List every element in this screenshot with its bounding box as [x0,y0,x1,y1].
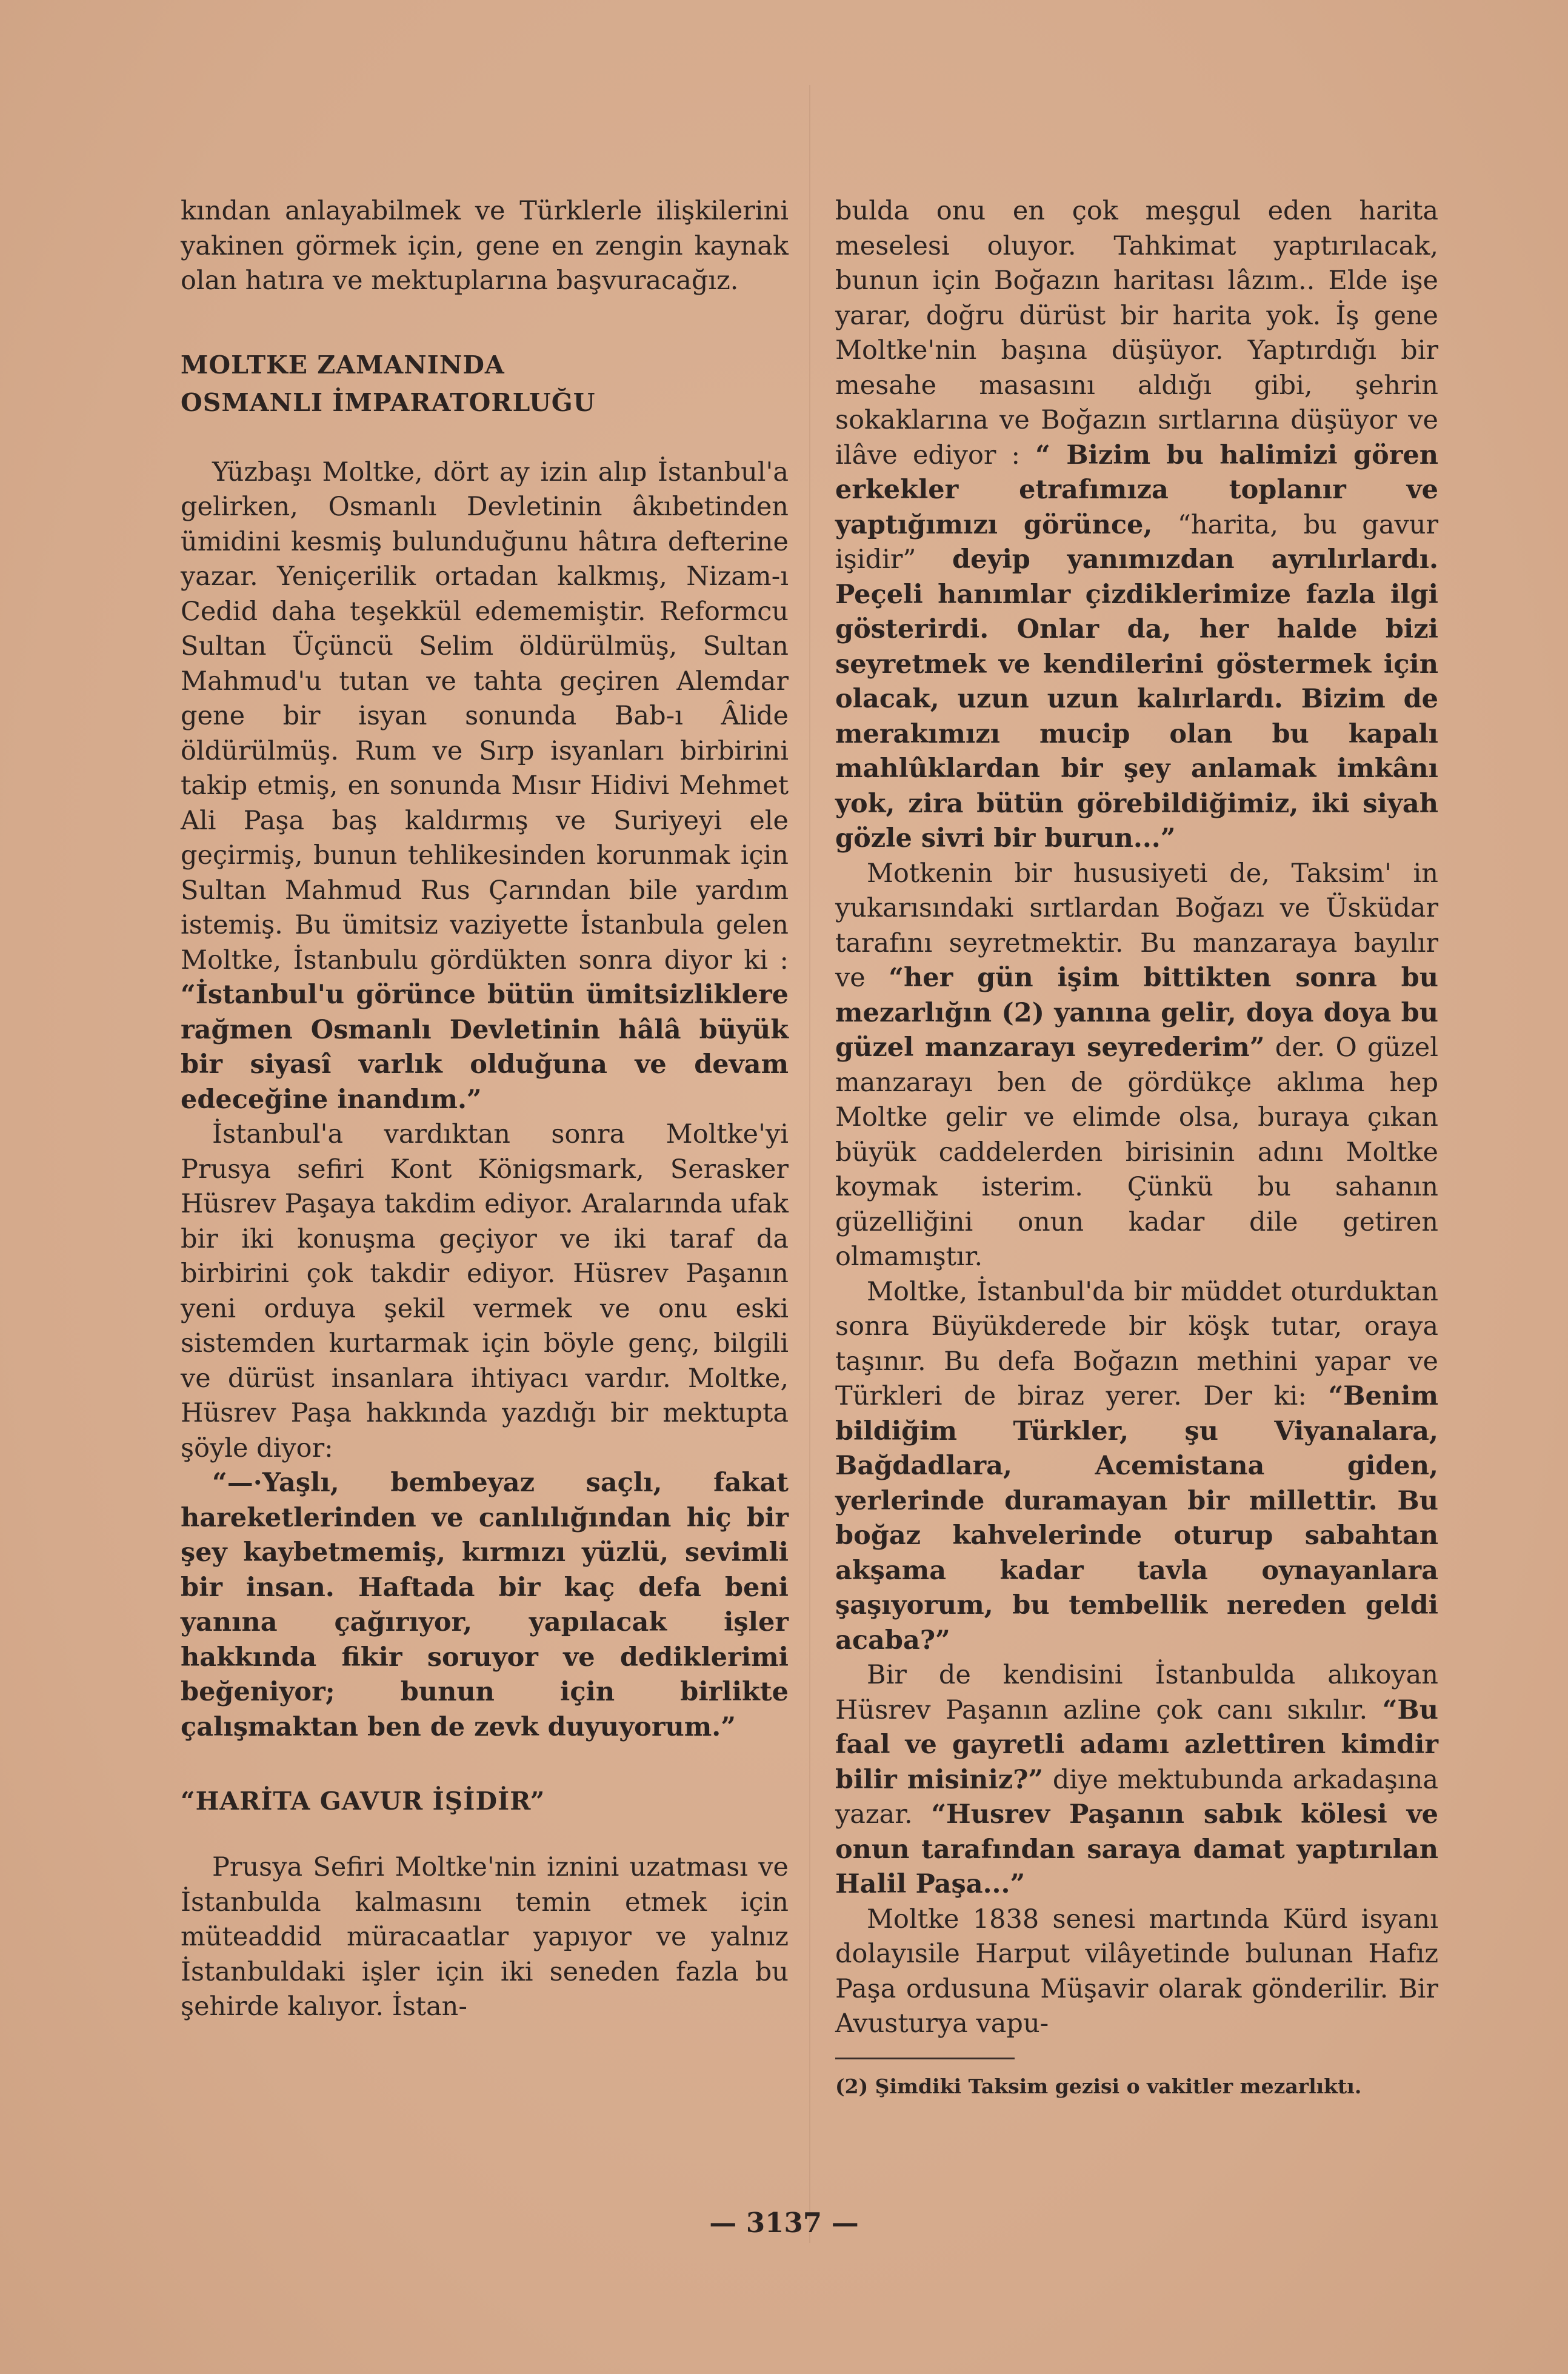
page-fold [809,85,810,2243]
left-paragraph-4 [181,1466,789,1745]
left-paragraph-2-quote: “İstanbul'u görünce bütün ümitsizliklere rağmen Osmanlı Devletinin hâlâ büyük bir siyasî varlık olduğuna ve devam edeceğine inandım.” [181,980,789,1115]
right-paragraph-4-text-b: diye mektubunda arkadaşına yazar. [835,1764,1438,1830]
footnote: (2) Şimdiki Taksim gezisi o vakitler mezarlıktı. [835,2074,1362,2098]
right-paragraph-3 [835,1275,1438,1659]
right-paragraph-1-quote-b: deyip yanımızdan ayrılırlardı. Peçeli hanımlar çizdiklerimize fazla ilgi gösterirdi. Onlar da, her halde bizi seyretmek ve kendilerini göstermek için olacak, uzun uzun kalırlardı. Bizim de merakımızı mucip olan bu kapalı mahlûklardan bir şey anlamak imkânı yok, zira bütün görebildiğimiz, iki siyah gözle sivri bir burun...” [835,544,1438,854]
right-paragraph-4-quote-b: “Husrev Paşanın sabık kölesi ve onun tarafından saraya damat yaptırılan Halil Paşa...” [835,1799,1438,1899]
right-paragraph-4-quote-a: “Bu faal ve gayretli adamı azlettiren kimdir bilir misiniz?” [835,1694,1439,1795]
page-number: — 3137 — [709,2207,859,2239]
right-paragraph-1-text: bulda onu en çok meşgul eden harita meselesi oluyor. Tahkimat yaptırılacak, bunun için Boğazın haritası lâzım.. Elde işe yarar, doğru dürüst bir harita yok. İş gene Moltke'nin başına düşüyor. Yaptırdığı bir mesahe masasını aldığı gibi, şehrin sokaklarına ve Boğazın sırtlarına düşüyor ve ilâve ediyor : [835,196,1438,470]
right-paragraph-4-text-a: Bir de kendisini İstanbulda alıkoyan Hüsrev Paşanın azline çok canı sıkılır. [835,1660,1438,1725]
right-paragraph-2-text-a: Motkenin bir hususiyeti de, Taksim' in yukarısındaki sırtlardan Boğazı ve Üsküdar tarafını seyretmektir. Bu manzaraya bayılır ve [835,858,1438,993]
left-paragraph-1: kından anlayabilmek ve Türklerle ilişkilerini yakinen görmek için, gene en zengin kaynak olan hatıra ve mektuplarına başvuracağız. [181,196,789,296]
right-paragraph-1 [835,194,1438,857]
left-paragraph-2-text: Yüzbaşı Moltke, dört ay izin alıp İstanbul'a gelirken, Osmanlı Devletinin âkıbetinden ümidini kesmiş bulunduğunu hâtıra defterine yazar. Yeniçerilik ortadan kalkmış, Nizam-ı Cedid daha teşekkül edememiştir. Reformcu Sultan Üçüncü Selim öldürülmüş, Sultan Mahmud'u tutan ve tahta geçiren Alemdar gene bir isyan sonunda Bab-ı Âlide öldürülmüş. Rum ve Sırp isyanları birbirini takip etmiş, en sonunda Mısır Hidivi Mehmet Ali Paşa baş kaldırmış ve Suriyeyi ele geçirmiş, bunun tehlikesinden korunmak için Sultan Mahmud Rus Çarından bile yardım istemiş. Bu ümitsiz vaziyette İstanbula gelen Moltke, İstanbulu gördükten sonra diyor ki : [181,456,789,975]
section-heading-1 [181,346,789,421]
right-paragraph-4 [835,1658,1438,1902]
left-paragraph-5: Prusya Sefiri Moltke'nin iznini uzatması ve İstanbulda kalmasını temin etmek için müteaddid müracaatlar yapıyor ve yalnız İstanbuldaki işler için iki seneden fazla bu şehirde kalıyor. İstan- [181,1852,789,2022]
right-paragraph-2-text-b: der. O güzel manzarayı ben de gördükçe aklıma hep Moltke gelir ve elimde olsa, buraya çıkan büyük caddelerden birisinin adını Moltke koymak isterim. Çünkü bu sahanın güzelliğini onun kadar dile getiren olmamıştır. [835,1032,1439,1272]
section-heading-2: “HARİTA GAVUR İŞİDİR” [181,1787,545,1816]
right-paragraph-3-quote: “Benim bildiğim Türkler, şu Viyanalara, Bağdadlara, Acemistana giden, yerlerinde duramayan bir millettir. Bu boğaz kahvelerinde oturup sabahtan akşama kadar tavla oynayanlara şaşıyorum, bu tembellik nereden geldi acaba?” [835,1381,1438,1656]
section-heading-1-line-1: MOLTKE ZAMANINDA [181,350,505,380]
left-paragraph-4-quote: “—·Yaşlı, bembeyaz saçlı, fakat hareketlerinden ve canlılığından hiç bir şey kaybetmemiş, kırmızı yüzlü, sevimli bir insan. Haftada bir kaç defa beni yanına çağırıyor, yapılacak işler hakkında fikir soruyor ve dediklerimi beğeniyor; bunun için birlikte çalışmaktan ben de zevk duyuyorum.” [181,1468,789,1742]
left-column [181,194,789,2025]
footnote-divider [835,2058,1015,2059]
right-paragraph-2-quote: “her gün işim bittikten sonra bu mezarlığın (2) yanına gelir, doya doya bu güzel manzarayı seyrederim” [835,963,1438,1063]
right-paragraph-1-plain: “harita, bu gavur işidir” [835,509,1438,575]
right-paragraph-2 [835,857,1438,1275]
right-paragraph-1-quote-a: “ Bizim bu halimizi gören erkekler etrafımıza toplanır ve yaptığımızı görünce, [835,440,1439,540]
section-heading-1-line-2: OSMANLI İMPARATORLUĞU [181,387,596,417]
right-paragraph-3-text: Moltke, İstanbul'da bir müddet oturduktan sonra Büyükderede bir köşk tutar, oraya taşınır. Bu defa Boğazın methini yapar ve Türkleri de biraz yerer. Der ki: [835,1276,1438,1411]
left-paragraph-3: İstanbul'a vardıktan sonra Moltke'yi Prusya sefiri Kont Königsmark, Serasker Hüsrev Paşaya takdim ediyor. Aralarında ufak bir iki konuşma geçiyor ve iki taraf da birbirini çok takdir ediyor. Hüsrev Paşanın yeni orduya şekil vermek ve onu eski sistemden kurtarmak için böyle genç, bilgili ve dürüst insanlara ihtiyacı vardır. Moltke, Hüsrev Paşa hakkında yazdığı bir mektupta şöyle diyor: [181,1119,789,1463]
right-paragraph-5: Moltke 1838 senesi martında Kürd isyanı dolayısile Harput vilâyetinde bulunan Hafız Paşa ordusuna Müşavir olarak gönderilir. Bir Avusturya vapu- [835,1904,1438,2039]
right-column [835,194,1438,2101]
left-paragraph-2 [181,455,789,1118]
